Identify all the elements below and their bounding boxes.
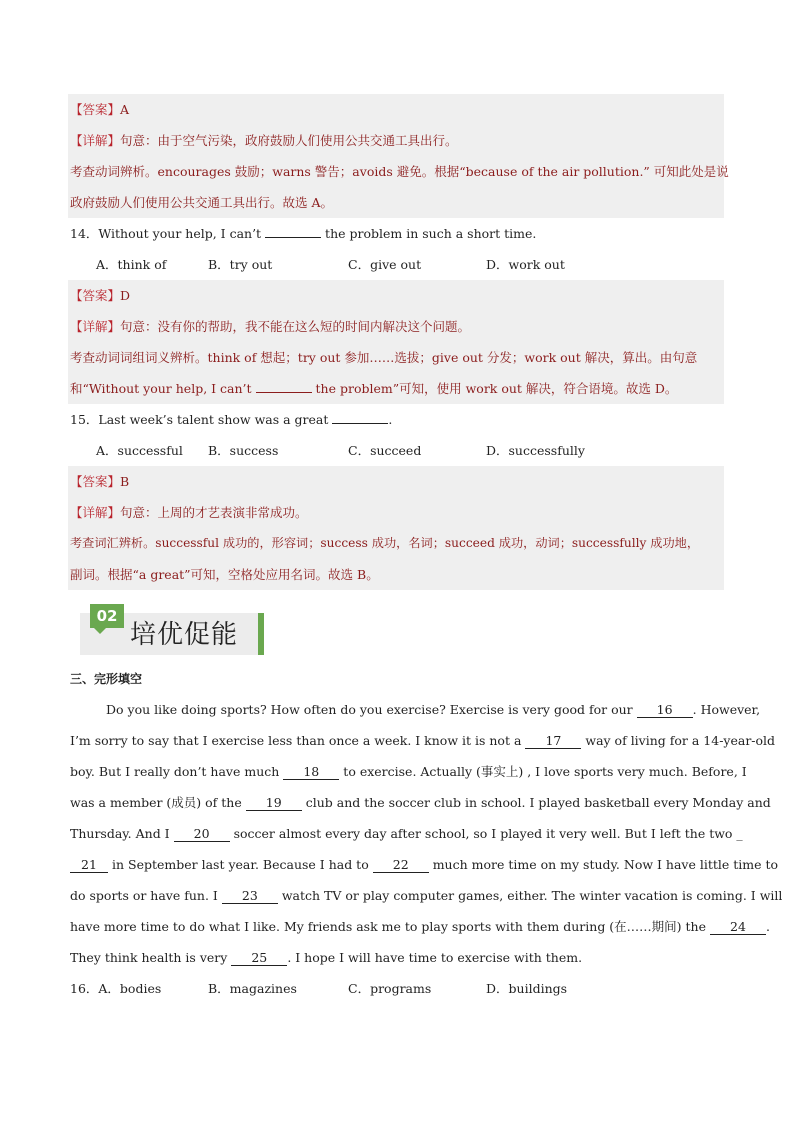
blank-19: 19 [246, 796, 302, 811]
passage-text: soccer almost every day after school, so I played it very well. But I left the two _ [233, 826, 743, 841]
option-a [70, 973, 208, 1004]
q14-detail-line-3 [70, 373, 724, 404]
q15-answer-block [68, 466, 724, 590]
passage-text: . However, [692, 702, 761, 717]
answer-value: D [120, 288, 131, 303]
answer-blank [332, 409, 388, 424]
option-a: A．successful [96, 443, 183, 458]
q14-answer-block [68, 280, 724, 404]
q14-detail-line-2: 考查动词词组词义辨析。think of 想起；try out 参加……选拔；give out 分发；work out 解决，算出。由句意 [70, 350, 698, 365]
q15-options [70, 435, 724, 466]
detail-text: 句意：上周的才艺表演非常成功。 [120, 505, 308, 520]
passage-text: They think health is very [70, 950, 228, 965]
passage-text: club and the soccer club in school. I played basketball every Monday and [305, 795, 771, 810]
passage-text: in September last year. Because I had to [111, 857, 369, 872]
detail-text: 句意：由于空气污染，政府鼓励人们使用公共交通工具出行。 [120, 133, 458, 148]
detail-tag: 【详解】 [70, 505, 121, 520]
answer-blank [256, 378, 312, 393]
blank-16: 16 [637, 703, 693, 718]
q16-options [70, 973, 724, 1004]
q14-detail-line-1 [70, 311, 724, 342]
detail-tag: 【详解】 [70, 319, 121, 334]
blank-24: 24 [710, 920, 766, 935]
q15-stem [70, 404, 724, 435]
answer-tag: 【答案】 [70, 474, 121, 489]
stem-text: . [388, 412, 393, 427]
passage-line [70, 694, 761, 725]
section-title: 培优促能 [130, 620, 239, 650]
section-badge: 02 [90, 604, 124, 628]
detail-text: 和“Without your help, I can’t [70, 381, 252, 396]
option-c: C．programs [348, 981, 432, 996]
stem-text: Last week’s talent show was a great [98, 412, 329, 427]
blank-20: 20 [174, 827, 230, 842]
passage-line [70, 849, 779, 880]
blank-25: 25 [231, 951, 287, 966]
answer-tag: 【答案】 [70, 102, 121, 117]
blank-18: 18 [283, 765, 339, 780]
section-header [70, 590, 724, 664]
q15-detail-line-3: 副词。根据“a great”可知，空格处应用名词。故选 B。 [70, 567, 379, 582]
option-d: D．successfully [486, 443, 585, 458]
detail-text: the problem”可知，使用 work out 解决，符合语境。故选 D。 [315, 381, 678, 396]
detail-tag: 【详解】 [70, 133, 121, 148]
answer-blank [265, 223, 321, 238]
passage-text: Thursday. And I [70, 826, 170, 841]
passage-text: . I hope I will have time to exercise with them. [287, 950, 583, 965]
q13-detail-line-2: 考查动词辨析。encourages 鼓励；warns 警告；avoids 避免。根据“because of the air pollution.” 可知此处是说 [70, 164, 729, 179]
passage-text: Do you like doing sports? How often do you exercise? Exercise is very good for our [106, 702, 633, 717]
passage-text: way of living for a 14-year-old [585, 733, 776, 748]
option-b: B．success [208, 443, 279, 458]
passage-text: . [765, 919, 770, 934]
option-a: A．think of [96, 257, 167, 272]
option-b: B．try out [208, 257, 273, 272]
blank-17: 17 [525, 734, 581, 749]
cloze-passage [70, 694, 783, 973]
passage-line [70, 756, 747, 787]
passage-line [70, 787, 771, 818]
passage-line [70, 880, 783, 911]
q13-answer-line [70, 94, 724, 125]
passage-line [70, 818, 743, 849]
section-accent-bar [258, 613, 264, 655]
stem-text: the problem in such a short time. [325, 226, 537, 241]
option-c: C．succeed [348, 443, 422, 458]
passage-line [70, 911, 770, 942]
blank-22: 22 [373, 858, 429, 873]
q15-detail-line-1 [70, 497, 724, 528]
passage-text: much more time on my study. Now I have little time to [432, 857, 779, 872]
passage-text: was a member (成员) of the [70, 795, 242, 810]
document-page [70, 94, 783, 1004]
answer-tag: 【答案】 [70, 288, 121, 303]
option-d: D．buildings [486, 981, 568, 996]
q13-detail-line-1 [70, 125, 724, 156]
passage-line [70, 942, 724, 973]
question-number: 16． [70, 981, 99, 996]
question-number: 14． [70, 226, 99, 241]
q13-answer-block [68, 94, 729, 218]
q15-answer-line [70, 466, 724, 497]
option-b: B．magazines [208, 981, 297, 996]
passage-text: boy. But I really don’t have much [70, 764, 280, 779]
q14-options [70, 249, 724, 280]
option-c: C．give out [348, 257, 422, 272]
part-title: 三、完形填空 [70, 672, 143, 686]
passage-text: I’m sorry to say that I exercise less than once a week. I know it is not a [70, 733, 522, 748]
detail-text: 句意：没有你的帮助，我不能在这么短的时间内解决这个问题。 [120, 319, 471, 334]
question-number: 15． [70, 412, 99, 427]
blank-23: 23 [222, 889, 278, 904]
option-text: A．bodies [98, 981, 162, 996]
answer-value: B [120, 474, 130, 489]
blank-21: 21 [70, 858, 108, 873]
passage-text: watch TV or play computer games, either. The winter vacation is coming. I will [281, 888, 783, 903]
option-d: D．work out [486, 257, 565, 272]
q14-stem [70, 218, 724, 249]
q14-answer-line [70, 280, 724, 311]
q15-detail-line-2: 考查词汇辨析。successful 成功的，形容词；success 成功，名词；succeed 成功，动词；successfully 成功地， [70, 536, 700, 550]
passage-text: have more time to do what I like. My friends ask me to play sports with them during (在……期间) the [70, 919, 706, 934]
answer-value: A [120, 102, 130, 117]
stem-text: Without your help, I can’t [98, 226, 262, 241]
passage-line [70, 725, 776, 756]
q13-detail-line-3: 政府鼓励人们使用公共交通工具出行。故选 A。 [70, 195, 334, 210]
passage-text: do sports or have fun. I [70, 888, 218, 903]
passage-text: to exercise. Actually (事实上) , I love sports very much. Before, I [343, 764, 747, 779]
